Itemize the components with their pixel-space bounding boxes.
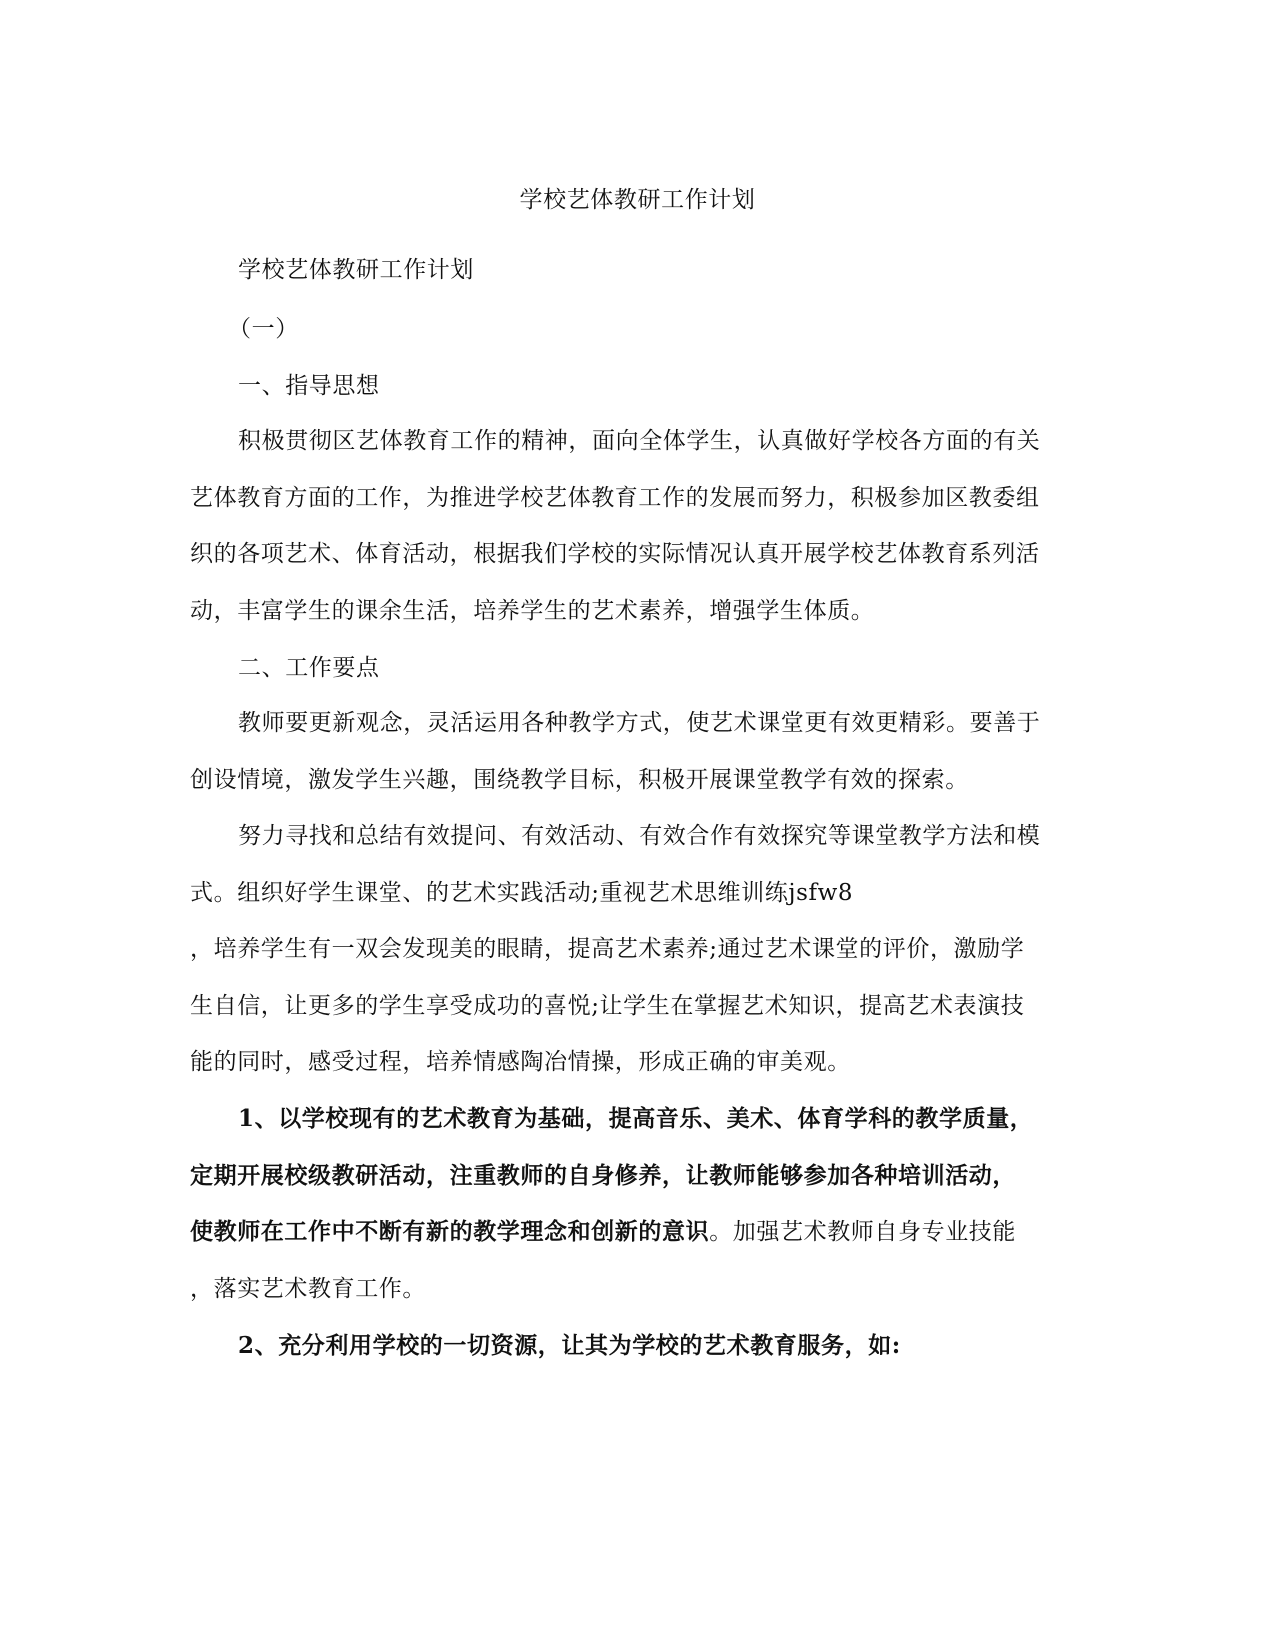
list-item-2: 2、充分利用学校的一切资源，让其为学校的艺术教育服务，如:: [238, 1332, 901, 1359]
paragraph-line: 努力寻找和总结有效提问、有效活动、有效合作有效探究等课堂教学方法和模: [238, 823, 1041, 849]
paragraph-line: 式。组织好学生课堂、的艺术实践活动;重视艺术思维训练jsfw8: [190, 880, 854, 906]
paragraph-line: 生自信，让更多的学生享受成功的喜悦;让学生在掌握艺术知识，提高艺术表演技: [190, 993, 1025, 1019]
paragraph-line: 织的各项艺术、体育活动，根据我们学校的实际情况认真开展学校艺体教育系列活: [190, 541, 1040, 567]
list-item-line: ，落实艺术教育工作。: [190, 1276, 426, 1302]
paragraph-line: 教师要更新观念，灵活运用各种教学方式，使艺术课堂更有效更精彩。要善于: [238, 710, 1041, 736]
emphasis-text: 使教师在工作中不断有新的教学理念和创新的意识: [190, 1218, 710, 1245]
heading-work-points: 二、工作要点: [238, 655, 380, 681]
list-item-line: 1、以学校现有的艺术教育为基础，提高音乐、美术、体育学科的教学质量，: [238, 1105, 1034, 1132]
normal-text: 。加强艺术教师自身专业技能: [709, 1219, 1017, 1245]
list-item-line: 定期开展校级教研活动，注重教师的自身修养，让教师能够参加各种培训活动，: [190, 1162, 1016, 1189]
document-title: 学校艺体教研工作计划: [519, 187, 756, 213]
document-subtitle: 学校艺体教研工作计划: [238, 257, 474, 283]
paragraph-line: 动，丰富学生的课余生活，培养学生的艺术素养，增强学生体质。: [190, 598, 875, 624]
section-marker: （一）: [228, 316, 299, 342]
paragraph-line: 艺体教育方面的工作，为推进学校艺体教育工作的发展而努力，积极参加区教委组: [190, 485, 1040, 511]
paragraph-line: 创设情境，激发学生兴趣，围绕教学目标，积极开展课堂教学有效的探索。: [190, 767, 969, 793]
heading-guiding-ideology: 一、指导思想: [238, 373, 380, 399]
list-item-line: [190, 1216, 1090, 1248]
paragraph-line: ，培养学生有一双会发现美的眼睛，提高艺术素养;通过艺术课堂的评价，激励学: [190, 936, 1025, 962]
paragraph-line: 积极贯彻区艺体教育工作的精神，面向全体学生，认真做好学校各方面的有关: [238, 428, 1041, 454]
paragraph-line: 能的同时，感受过程，培养情感陶冶情操，形成正确的审美观。: [190, 1049, 851, 1075]
